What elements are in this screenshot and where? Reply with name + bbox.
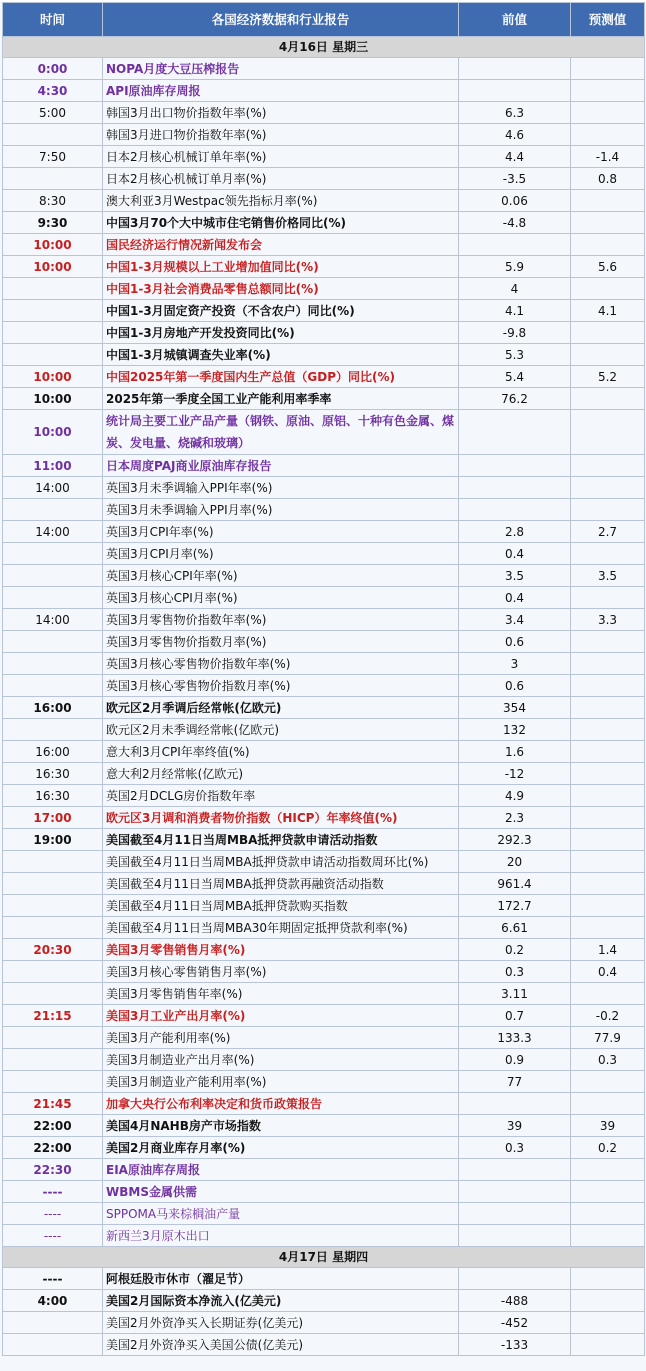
table-row [3,719,645,741]
event-time: ---- [3,1181,103,1203]
event-time: 5:00 [3,102,103,124]
event-time [3,873,103,895]
event-time [3,851,103,873]
event-time: 9:30 [3,212,103,234]
table-row [3,763,645,785]
event-time: 16:00 [3,741,103,763]
date-row [3,37,645,58]
event-time [3,543,103,565]
event-time [3,1049,103,1071]
previous-value: 4.6 [459,124,571,146]
event-name: 美国截至4月11日当周MBA抵押贷款申请活动指数周环比(%) [103,851,459,873]
table-row [3,80,645,102]
event-name: 中国1-3月城镇调查失业率(%) [103,344,459,366]
previous-value: 77 [459,1071,571,1093]
table-row [3,190,645,212]
event-name: 美国3月工业产出月率(%) [103,1005,459,1027]
forecast-value [571,631,645,653]
forecast-value [571,124,645,146]
event-name: NOPA月度大豆压榨报告 [103,58,459,80]
forecast-value: -1.4 [571,146,645,168]
previous-value: 0.6 [459,675,571,697]
event-time: 8:30 [3,190,103,212]
forecast-value [571,410,645,455]
previous-value: 76.2 [459,388,571,410]
previous-value [459,499,571,521]
forecast-value [571,1159,645,1181]
forecast-value [571,499,645,521]
previous-value: 2.8 [459,521,571,543]
event-name: 英国3月CPI年率(%) [103,521,459,543]
forecast-value [571,234,645,256]
forecast-value [571,741,645,763]
event-name: 意大利2月经常帐(亿欧元) [103,763,459,785]
previous-value: 0.7 [459,1005,571,1027]
previous-value [459,1159,571,1181]
table-row [3,521,645,543]
table-row [3,785,645,807]
event-name: 英国3月核心CPI年率(%) [103,565,459,587]
forecast-value [571,917,645,939]
event-name: 韩国3月出口物价指数年率(%) [103,102,459,124]
table-row [3,124,645,146]
event-name: 美国4月NAHB房产市场指数 [103,1115,459,1137]
table-row [3,543,645,565]
forecast-value: 0.4 [571,961,645,983]
previous-value: 5.4 [459,366,571,388]
event-name: 美国3月制造业产能利用率(%) [103,1071,459,1093]
event-name: EIA原油库存周报 [103,1159,459,1181]
forecast-value [571,388,645,410]
table-row [3,366,645,388]
event-name: 美国截至4月11日当周MBA抵押贷款再融资活动指数 [103,873,459,895]
event-time: 21:15 [3,1005,103,1027]
event-name: 美国3月制造业产出月率(%) [103,1049,459,1071]
event-time [3,344,103,366]
table-row [3,102,645,124]
previous-value: 0.4 [459,543,571,565]
event-name: 英国3月核心CPI月率(%) [103,587,459,609]
table-row [3,1312,645,1334]
event-name: 新西兰3月原木出口 [103,1225,459,1247]
previous-value: 1.6 [459,741,571,763]
forecast-value [571,322,645,344]
forecast-value [571,1334,645,1356]
event-name: 英国3月核心零售物价指数年率(%) [103,653,459,675]
event-time: 19:00 [3,829,103,851]
previous-value: 0.6 [459,631,571,653]
previous-value: 6.3 [459,102,571,124]
previous-value: -3.5 [459,168,571,190]
table-row [3,1049,645,1071]
table-row [3,1071,645,1093]
forecast-value [571,1093,645,1115]
event-name: WBMS金属供需 [103,1181,459,1203]
event-name: 澳大利亚3月Westpac领先指标月率(%) [103,190,459,212]
table-row [3,1290,645,1312]
forecast-value [571,1312,645,1334]
event-time: 20:30 [3,939,103,961]
previous-value: 172.7 [459,895,571,917]
table-row [3,1181,645,1203]
previous-value: 5.9 [459,256,571,278]
forecast-value [571,719,645,741]
table-row [3,455,645,477]
previous-value [459,410,571,455]
table-body [3,37,645,1356]
table-row [3,499,645,521]
event-name: 英国3月核心零售物价指数月率(%) [103,675,459,697]
previous-value: -488 [459,1290,571,1312]
table-row [3,212,645,234]
previous-value: 132 [459,719,571,741]
event-time: 22:30 [3,1159,103,1181]
previous-value [459,1225,571,1247]
forecast-value: -0.2 [571,1005,645,1027]
event-name: 加拿大央行公布利率决定和货币政策报告 [103,1093,459,1115]
table-row [3,1093,645,1115]
table-row [3,587,645,609]
forecast-value [571,675,645,697]
event-time: ---- [3,1225,103,1247]
event-name: 欧元区2月季调后经常帐(亿欧元) [103,697,459,719]
table-row [3,873,645,895]
previous-value: 0.4 [459,587,571,609]
forecast-value [571,1290,645,1312]
event-time: 10:00 [3,366,103,388]
date-label: 4月17日 星期四 [3,1247,645,1268]
forecast-value: 5.6 [571,256,645,278]
table-row [3,895,645,917]
forecast-value [571,543,645,565]
table-row [3,168,645,190]
table-row [3,741,645,763]
event-time [3,961,103,983]
event-time: 10:00 [3,388,103,410]
previous-value: 2.3 [459,807,571,829]
table-row [3,961,645,983]
event-name: 中国1-3月固定资产投资（不含农户）同比(%) [103,300,459,322]
event-time [3,895,103,917]
event-name: 意大利3月CPI年率终值(%) [103,741,459,763]
table-row [3,256,645,278]
forecast-value [571,1181,645,1203]
event-time [3,917,103,939]
event-name: 欧元区2月未季调经常帐(亿欧元) [103,719,459,741]
table-row [3,300,645,322]
event-time [3,565,103,587]
event-name: 美国截至4月11日当周MBA抵押贷款申请活动指数 [103,829,459,851]
forecast-value [571,477,645,499]
table-row [3,565,645,587]
event-name: 阿根廷股市休市（濯足节） [103,1268,459,1290]
table-row [3,917,645,939]
table-row [3,697,645,719]
table-row [3,1005,645,1027]
header-time: 时间 [3,3,103,37]
event-time [3,1071,103,1093]
forecast-value [571,212,645,234]
forecast-value [571,80,645,102]
previous-value: -133 [459,1334,571,1356]
forecast-value [571,587,645,609]
forecast-value [571,58,645,80]
forecast-value [571,1071,645,1093]
event-time: 22:00 [3,1137,103,1159]
previous-value [459,1268,571,1290]
forecast-value [571,697,645,719]
event-time: 10:00 [3,234,103,256]
table-row [3,653,645,675]
event-time [3,631,103,653]
table-row [3,939,645,961]
table-row [3,1137,645,1159]
event-time: 4:00 [3,1290,103,1312]
event-name: 美国截至4月11日当周MBA抵押贷款购买指数 [103,895,459,917]
event-time: 14:00 [3,477,103,499]
table-row [3,851,645,873]
event-time: ---- [3,1268,103,1290]
previous-value [459,80,571,102]
previous-value [459,1203,571,1225]
table-row [3,410,645,455]
table-row [3,609,645,631]
table-row [3,983,645,1005]
event-name: 英国3月未季调输入PPI年率(%) [103,477,459,499]
event-name: 美国3月核心零售销售月率(%) [103,961,459,983]
event-name: 中国2025年第一季度国内生产总值（GDP）同比(%) [103,366,459,388]
previous-value: 20 [459,851,571,873]
forecast-value [571,653,645,675]
forecast-value [571,190,645,212]
event-time [3,653,103,675]
event-time [3,300,103,322]
table-row [3,1159,645,1181]
previous-value: 354 [459,697,571,719]
forecast-value [571,102,645,124]
table-row [3,58,645,80]
event-name: 美国截至4月11日当周MBA30年期固定抵押贷款利率(%) [103,917,459,939]
event-time: 0:00 [3,58,103,80]
forecast-value [571,1225,645,1247]
table-row [3,675,645,697]
calendar-page [0,2,646,1371]
event-name: 统计局主要工业产品产量（钢铁、原油、原铝、十种有色金属、煤炭、发电量、烧碱和玻璃） [103,410,459,455]
event-time [3,983,103,1005]
previous-value [459,1181,571,1203]
forecast-value: 0.2 [571,1137,645,1159]
event-time [3,278,103,300]
previous-value: 3.4 [459,609,571,631]
forecast-value: 3.5 [571,565,645,587]
previous-value: 0.2 [459,939,571,961]
header-forecast: 预测值 [571,3,645,37]
previous-value: 133.3 [459,1027,571,1049]
table-row [3,631,645,653]
table-row [3,477,645,499]
previous-value [459,58,571,80]
event-time: 14:00 [3,609,103,631]
event-time: 11:00 [3,455,103,477]
event-time [3,124,103,146]
forecast-value [571,785,645,807]
previous-value: 4 [459,278,571,300]
previous-value: 4.4 [459,146,571,168]
table-row [3,344,645,366]
event-time: ---- [3,1203,103,1225]
event-name: 日本2月核心机械订单月率(%) [103,168,459,190]
forecast-value: 4.1 [571,300,645,322]
previous-value: 3 [459,653,571,675]
table-row [3,1334,645,1356]
date-label: 4月16日 星期三 [3,37,645,58]
event-name: 中国1-3月社会消费品零售总额同比(%) [103,278,459,300]
table-row [3,1225,645,1247]
event-name: 美国2月国际资本净流入(亿美元) [103,1290,459,1312]
forecast-value: 0.8 [571,168,645,190]
event-time: 7:50 [3,146,103,168]
previous-value: 292.3 [459,829,571,851]
previous-value [459,455,571,477]
forecast-value: 0.3 [571,1049,645,1071]
table-row [3,1203,645,1225]
previous-value: 0.3 [459,1137,571,1159]
event-time [3,1312,103,1334]
event-name: API原油库存周报 [103,80,459,102]
event-time [3,322,103,344]
event-name: 日本周度PAJ商业原油库存报告 [103,455,459,477]
header-event: 各国经济数据和行业报告 [103,3,459,37]
event-time: 17:00 [3,807,103,829]
forecast-value [571,278,645,300]
event-name: 美国3月零售销售月率(%) [103,939,459,961]
previous-value: 961.4 [459,873,571,895]
table-row [3,1115,645,1137]
table-row [3,234,645,256]
event-time: 10:00 [3,410,103,455]
event-name: 英国3月零售物价指数月率(%) [103,631,459,653]
previous-value: 5.3 [459,344,571,366]
previous-value: 39 [459,1115,571,1137]
event-name: 中国1-3月房地产开发投资同比(%) [103,322,459,344]
event-name: 美国3月产能利用率(%) [103,1027,459,1049]
event-time: 16:00 [3,697,103,719]
previous-value: 3.5 [459,565,571,587]
forecast-value [571,983,645,1005]
forecast-value: 1.4 [571,939,645,961]
event-time: 21:45 [3,1093,103,1115]
event-name: 美国2月外资净买入长期证券(亿美元) [103,1312,459,1334]
previous-value: -12 [459,763,571,785]
date-row [3,1247,645,1268]
event-name: 美国2月商业库存月率(%) [103,1137,459,1159]
previous-value: -9.8 [459,322,571,344]
economic-calendar-table [2,2,645,1356]
event-name: 英国2月DCLG房价指数年率 [103,785,459,807]
previous-value [459,1093,571,1115]
previous-value: 6.61 [459,917,571,939]
event-name: 中国3月70个大中城市住宅销售价格同比(%) [103,212,459,234]
table-row [3,388,645,410]
event-name: 英国3月CPI月率(%) [103,543,459,565]
previous-value [459,234,571,256]
event-time: 10:00 [3,256,103,278]
forecast-value [571,873,645,895]
event-time: 16:30 [3,763,103,785]
table-row [3,807,645,829]
previous-value: 4.9 [459,785,571,807]
previous-value [459,477,571,499]
event-name: 美国2月外资净买入美国公债(亿美元) [103,1334,459,1356]
forecast-value: 2.7 [571,521,645,543]
event-name: 日本2月核心机械订单年率(%) [103,146,459,168]
event-name: 国民经济运行情况新闻发布会 [103,234,459,256]
forecast-value: 5.2 [571,366,645,388]
event-time [3,1334,103,1356]
event-time [3,675,103,697]
event-time [3,587,103,609]
forecast-value [571,455,645,477]
event-time: 22:00 [3,1115,103,1137]
forecast-value [571,1203,645,1225]
header-previous: 前值 [459,3,571,37]
previous-value: 0.06 [459,190,571,212]
event-time [3,499,103,521]
previous-value: 4.1 [459,300,571,322]
event-name: SPPOMA马来棕榈油产量 [103,1203,459,1225]
previous-value: -4.8 [459,212,571,234]
event-name: 英国3月未季调输入PPI月率(%) [103,499,459,521]
table-row [3,278,645,300]
event-time [3,1027,103,1049]
event-name: 中国1-3月规模以上工业增加值同比(%) [103,256,459,278]
forecast-value [571,829,645,851]
table-header-row [3,3,645,37]
table-row [3,1268,645,1290]
previous-value: 0.9 [459,1049,571,1071]
event-name: 英国3月零售物价指数年率(%) [103,609,459,631]
event-time: 14:00 [3,521,103,543]
table-row [3,829,645,851]
forecast-value: 3.3 [571,609,645,631]
forecast-value [571,895,645,917]
event-name: 2025年第一季度全国工业产能利用率季率 [103,388,459,410]
event-time [3,719,103,741]
forecast-value [571,763,645,785]
previous-value: 3.11 [459,983,571,1005]
event-time: 16:30 [3,785,103,807]
forecast-value [571,807,645,829]
event-time: 4:30 [3,80,103,102]
event-name: 韩国3月进口物价指数年率(%) [103,124,459,146]
forecast-value [571,344,645,366]
forecast-value: 77.9 [571,1027,645,1049]
previous-value: 0.3 [459,961,571,983]
previous-value: -452 [459,1312,571,1334]
event-time [3,168,103,190]
event-name: 美国3月零售销售年率(%) [103,983,459,1005]
forecast-value: 39 [571,1115,645,1137]
table-row [3,322,645,344]
forecast-value [571,1268,645,1290]
event-name: 欧元区3月调和消费者物价指数（HICP）年率终值(%) [103,807,459,829]
table-row [3,146,645,168]
table-row [3,1027,645,1049]
forecast-value [571,851,645,873]
